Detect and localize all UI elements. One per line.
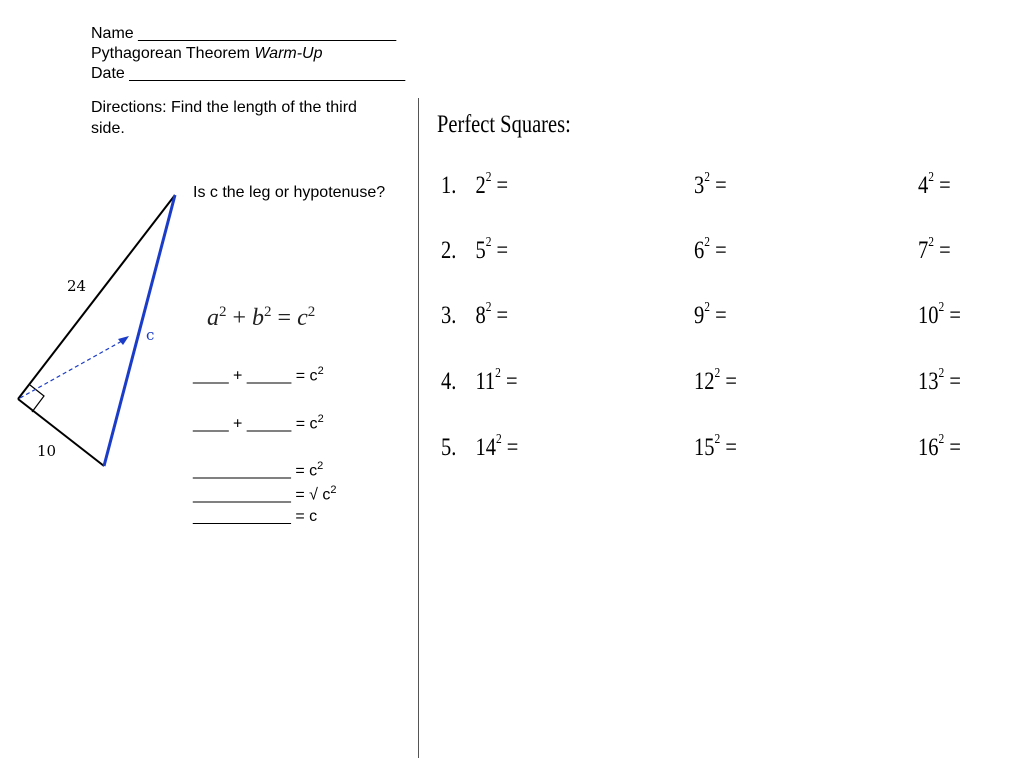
- formula-plus: +: [232, 305, 247, 331]
- square-base: 3: [694, 172, 705, 199]
- square-equals: =: [949, 434, 961, 461]
- worksheet-title-text: Pythagorean Theorem: [91, 45, 255, 62]
- square-equals: =: [725, 434, 737, 461]
- square-base: 6: [694, 237, 705, 264]
- dashed-arrow-line: [20, 341, 122, 398]
- square-equals: =: [715, 172, 727, 199]
- work-line-1-text: ____ + _____ = c: [193, 367, 318, 385]
- square-exponent: 2: [704, 234, 710, 250]
- work-line-1-exp: 2: [317, 365, 324, 377]
- row-number: 1.: [441, 172, 457, 199]
- square-exponent: 2: [495, 365, 501, 381]
- perfect-squares-title: Perfect Squares:: [437, 111, 571, 138]
- square-equals: =: [496, 302, 509, 329]
- perfect-squares-row-5-col-1: [441, 431, 519, 462]
- perfect-squares-row-3-col-2: [694, 299, 727, 330]
- triangle-label-c: c: [146, 326, 155, 344]
- perfect-squares-row-1-col-3: [918, 169, 951, 200]
- triangle-leg-10: [18, 399, 104, 466]
- formula-a: a: [207, 305, 219, 331]
- work-line-3-exp: 2: [317, 460, 324, 472]
- directions-line-1: Directions: Find the length of the third: [91, 99, 357, 116]
- worksheet-title-italic: Warm-Up: [254, 45, 323, 62]
- square-equals: =: [496, 237, 509, 264]
- work-line-2: [193, 413, 324, 433]
- square-base: 7: [918, 237, 929, 264]
- square-equals: =: [939, 172, 951, 199]
- work-line-5: [193, 508, 317, 526]
- formula-b: b: [252, 305, 265, 331]
- square-base: 15: [694, 434, 715, 461]
- pythagorean-formula: [207, 304, 315, 332]
- formula-b-exp: 2: [264, 304, 272, 320]
- square-equals: =: [939, 237, 951, 264]
- question-text: Is c the leg or hypotenuse?: [193, 184, 386, 201]
- square-equals: =: [496, 172, 509, 199]
- right-angle-marker: [30, 385, 44, 412]
- perfect-squares-row-5-col-2: [694, 431, 737, 462]
- triangle-side-c: [104, 195, 175, 466]
- square-exponent: 2: [938, 299, 945, 315]
- square-exponent: 2: [495, 431, 502, 447]
- square-exponent: 2: [928, 169, 934, 185]
- square-base: 10: [918, 302, 939, 329]
- formula-c: c: [297, 305, 308, 331]
- square-equals: =: [506, 434, 519, 461]
- square-base: 12: [694, 368, 715, 395]
- square-base: 2: [475, 172, 486, 199]
- work-line-4-exp: 2: [330, 484, 337, 496]
- row-number: 5.: [441, 434, 457, 461]
- triangle-label-10: 10: [37, 442, 57, 460]
- work-line-5-text: ___________ = c: [193, 508, 318, 525]
- work-line-4: [193, 484, 336, 504]
- row-number: 4.: [441, 368, 457, 395]
- work-line-3: [193, 460, 323, 480]
- perfect-squares-row-1-col-2: [694, 169, 727, 200]
- square-exponent: 2: [485, 299, 492, 315]
- perfect-squares-row-2-col-3: [918, 234, 951, 265]
- name-field-label: Name _____________________________: [91, 25, 397, 42]
- perfect-squares-row-3-col-1: [441, 299, 509, 330]
- work-line-4-text: ___________ = √ c: [193, 486, 331, 504]
- square-base: 14: [475, 434, 496, 461]
- date-field-label: Date _______________________________: [91, 65, 406, 82]
- work-line-1: [193, 365, 324, 385]
- square-equals: =: [506, 368, 518, 395]
- row-number: 3.: [441, 302, 457, 329]
- square-base: 11: [475, 368, 496, 395]
- arrow-head-icon: [118, 336, 129, 345]
- square-equals: =: [715, 302, 727, 329]
- square-base: 4: [918, 172, 929, 199]
- square-exponent: 2: [704, 299, 710, 315]
- square-exponent: 2: [485, 169, 492, 185]
- perfect-squares-row-1-col-1: [441, 169, 509, 200]
- perfect-squares-row-2-col-1: [441, 234, 509, 265]
- directions-line-2: side.: [91, 120, 125, 137]
- row-number: 2.: [441, 237, 457, 264]
- square-base: 8: [475, 302, 486, 329]
- square-exponent: 2: [704, 169, 710, 185]
- square-exponent: 2: [928, 234, 934, 250]
- perfect-squares-row-4-col-2: [694, 365, 737, 396]
- work-line-2-exp: 2: [317, 413, 324, 425]
- perfect-squares-row-2-col-2: [694, 234, 727, 265]
- work-line-2-text: ____ + _____ = c: [193, 415, 318, 433]
- square-equals: =: [949, 302, 961, 329]
- formula-equals: =: [277, 305, 292, 331]
- perfect-squares-row-5-col-3: [918, 431, 961, 462]
- square-equals: =: [715, 237, 727, 264]
- square-base: 5: [475, 237, 486, 264]
- perfect-squares-row-3-col-3: [918, 299, 961, 330]
- formula-c-exp: 2: [307, 304, 316, 320]
- triangle-label-24: 24: [67, 277, 87, 295]
- square-exponent: 2: [714, 431, 721, 447]
- square-base: 13: [918, 368, 939, 395]
- formula-a-exp: 2: [219, 304, 227, 320]
- column-divider: [418, 98, 419, 758]
- square-exponent: 2: [938, 365, 945, 381]
- square-equals: =: [725, 368, 737, 395]
- square-exponent: 2: [485, 234, 492, 250]
- perfect-squares-row-4-col-3: [918, 365, 961, 396]
- perfect-squares-row-4-col-1: [441, 365, 518, 396]
- work-line-3-text: ___________ = c: [193, 462, 318, 480]
- square-exponent: 2: [938, 431, 945, 447]
- square-exponent: 2: [714, 365, 721, 381]
- square-equals: =: [949, 368, 961, 395]
- square-base: 16: [918, 434, 939, 461]
- square-base: 9: [694, 302, 705, 329]
- triangle-leg-24: [18, 195, 175, 399]
